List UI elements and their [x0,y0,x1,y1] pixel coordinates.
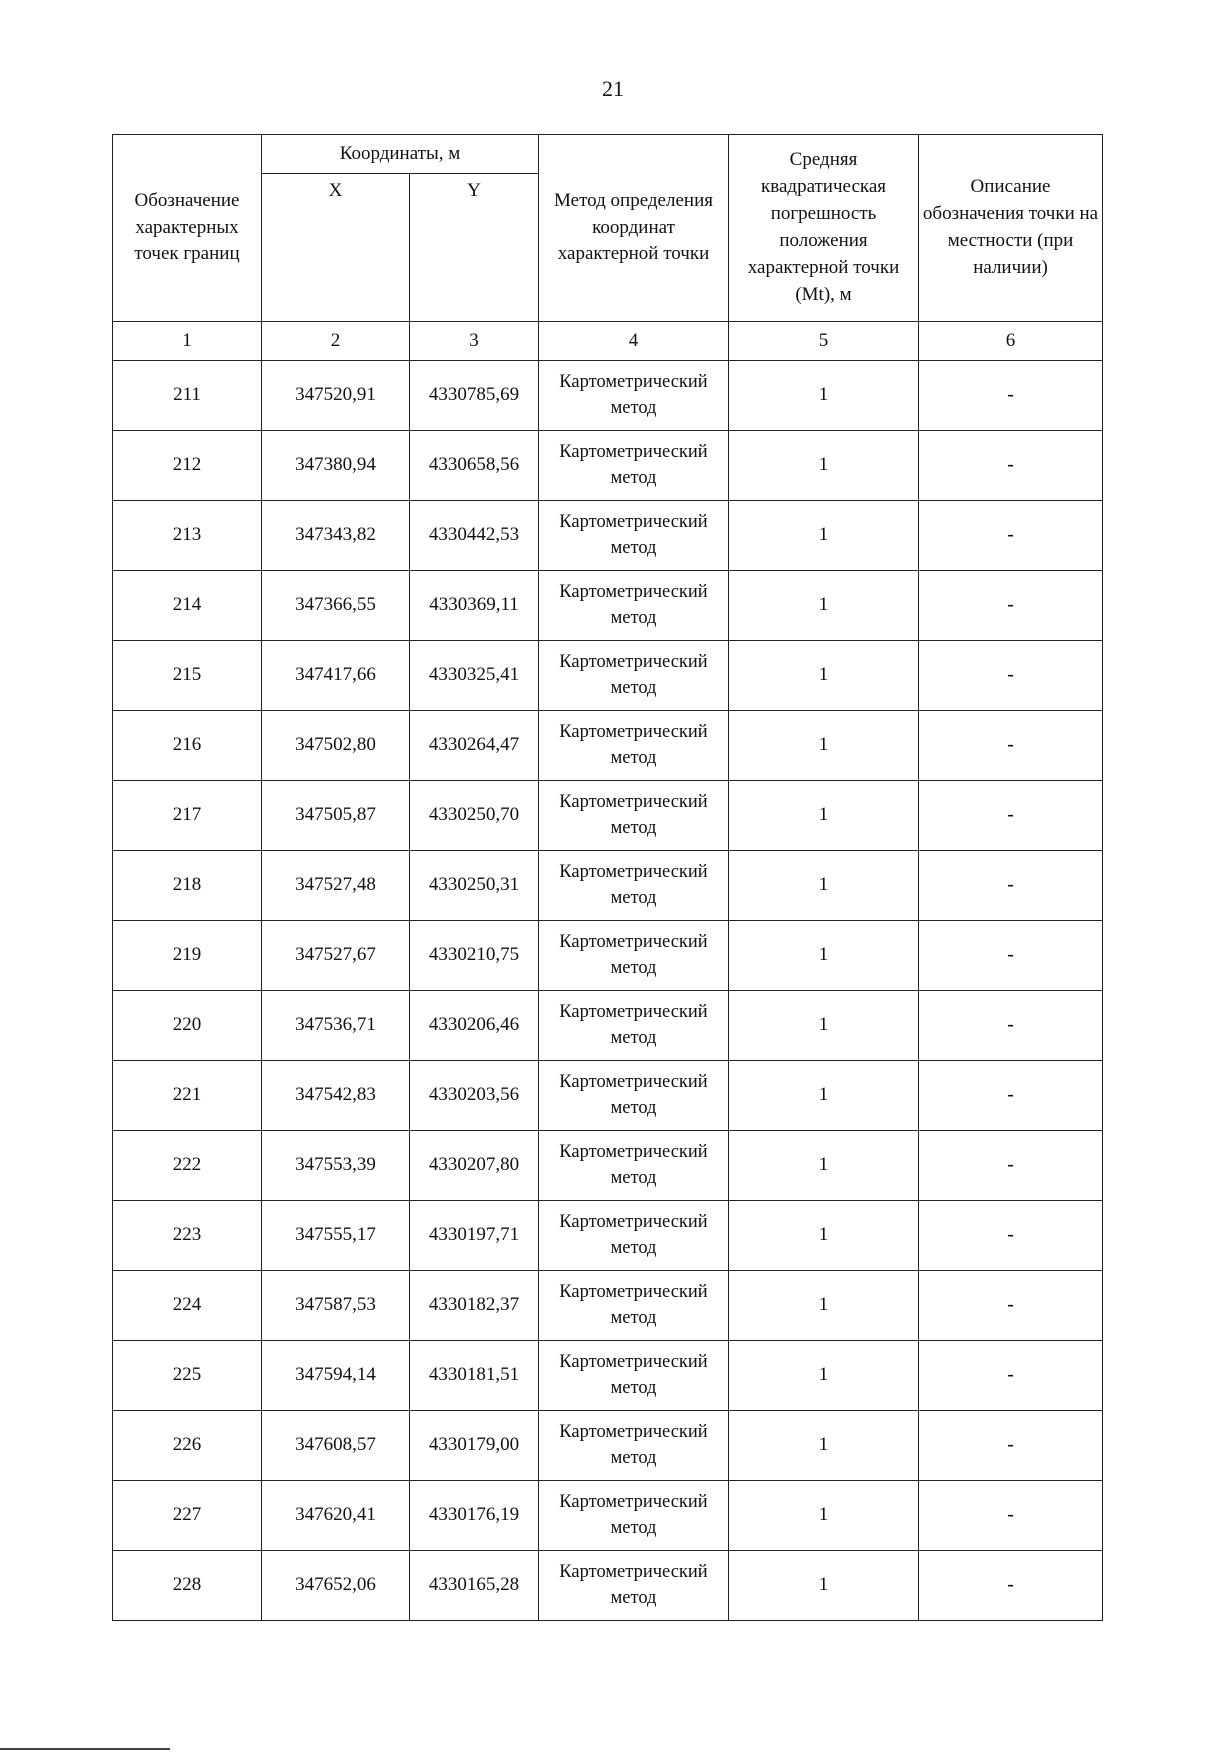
table-body [113,361,1103,1621]
point-designation: 213 [113,501,262,571]
table-row [113,571,1103,641]
point-designation: 216 [113,711,262,781]
point-designation: 211 [113,361,262,431]
mean-error: 1 [729,431,919,501]
point-description: - [919,711,1103,781]
point-description: - [919,1131,1103,1201]
coordinate-x: 347587,53 [262,1271,410,1341]
coordinate-y: 4330176,19 [410,1481,539,1551]
mean-error: 1 [729,711,919,781]
header-point-designation: Обозначение характерных точек границ [113,135,262,322]
method: Картометрический метод [539,991,729,1061]
coordinate-y: 4330325,41 [410,641,539,711]
column-number: 4 [539,322,729,361]
table-row [113,501,1103,571]
point-description: - [919,361,1103,431]
method: Картометрический метод [539,1551,729,1621]
point-description: - [919,431,1103,501]
mean-error: 1 [729,1061,919,1131]
point-description: - [919,501,1103,571]
mean-error: 1 [729,641,919,711]
point-description: - [919,1341,1103,1411]
table-row [113,1061,1103,1131]
coordinate-y: 4330369,11 [410,571,539,641]
column-number: 6 [919,322,1103,361]
point-description: - [919,1411,1103,1481]
boundary-points-table [112,134,1103,1621]
table-row [113,921,1103,991]
mean-error: 1 [729,781,919,851]
point-description: - [919,641,1103,711]
column-number: 5 [729,322,919,361]
method: Картометрический метод [539,641,729,711]
column-numbers-row [113,322,1103,361]
coordinate-y: 4330210,75 [410,921,539,991]
table-row [113,851,1103,921]
point-designation: 221 [113,1061,262,1131]
coordinate-y: 4330250,70 [410,781,539,851]
coordinate-y: 4330785,69 [410,361,539,431]
mean-error: 1 [729,1551,919,1621]
point-designation: 222 [113,1131,262,1201]
mean-error: 1 [729,1271,919,1341]
coordinate-y: 4330181,51 [410,1341,539,1411]
coordinate-x: 347542,83 [262,1061,410,1131]
coordinate-x: 347502,80 [262,711,410,781]
table-row [113,781,1103,851]
point-description: - [919,851,1103,921]
method: Картометрический метод [539,1201,729,1271]
mean-error: 1 [729,361,919,431]
point-description: - [919,921,1103,991]
mean-error: 1 [729,851,919,921]
scan-edge-mark [0,1748,170,1750]
coordinate-x: 347417,66 [262,641,410,711]
method: Картометрический метод [539,1341,729,1411]
method: Картометрический метод [539,921,729,991]
coordinate-y: 4330250,31 [410,851,539,921]
mean-error: 1 [729,1411,919,1481]
mean-error: 1 [729,1201,919,1271]
point-designation: 225 [113,1341,262,1411]
coordinate-x: 347343,82 [262,501,410,571]
point-designation: 223 [113,1201,262,1271]
coordinate-x: 347594,14 [262,1341,410,1411]
coordinate-y: 4330264,47 [410,711,539,781]
point-description: - [919,781,1103,851]
coordinate-y: 4330442,53 [410,501,539,571]
coordinate-y: 4330658,56 [410,431,539,501]
point-designation: 219 [113,921,262,991]
coordinate-y: 4330206,46 [410,991,539,1061]
table-row [113,361,1103,431]
point-designation: 215 [113,641,262,711]
point-designation: 218 [113,851,262,921]
header-coordinates: Координаты, м [262,135,539,174]
point-designation: 226 [113,1411,262,1481]
method: Картометрический метод [539,1061,729,1131]
point-designation: 227 [113,1481,262,1551]
method: Картометрический метод [539,361,729,431]
coordinate-x: 347505,87 [262,781,410,851]
point-description: - [919,1061,1103,1131]
method: Картометрический метод [539,711,729,781]
point-designation: 228 [113,1551,262,1621]
coordinate-y: 4330165,28 [410,1551,539,1621]
boundary-points-table-wrapper [112,134,1102,1621]
coordinate-y: 4330207,80 [410,1131,539,1201]
table-row [113,1201,1103,1271]
coordinate-y: 4330203,56 [410,1061,539,1131]
header-y: Y [410,174,539,322]
mean-error: 1 [729,1131,919,1201]
method: Картометрический метод [539,1131,729,1201]
method: Картометрический метод [539,1411,729,1481]
page-number: 21 [602,76,624,101]
point-designation: 214 [113,571,262,641]
table-row [113,641,1103,711]
mean-error: 1 [729,1481,919,1551]
coordinate-x: 347555,17 [262,1201,410,1271]
coordinate-x: 347620,41 [262,1481,410,1551]
table-row [113,1271,1103,1341]
mean-error: 1 [729,921,919,991]
method: Картометрический метод [539,501,729,571]
point-description: - [919,1551,1103,1621]
table-row [113,1131,1103,1201]
method: Картометрический метод [539,781,729,851]
point-description: - [919,991,1103,1061]
mean-error: 1 [729,501,919,571]
header-method: Метод определения координат характерной точки [539,135,729,322]
column-number: 3 [410,322,539,361]
coordinate-y: 4330197,71 [410,1201,539,1271]
coordinate-x: 347366,55 [262,571,410,641]
point-designation: 220 [113,991,262,1061]
table-row [113,1341,1103,1411]
coordinate-x: 347536,71 [262,991,410,1061]
mean-error: 1 [729,991,919,1061]
table-row [113,991,1103,1061]
column-number: 1 [113,322,262,361]
coordinate-x: 347608,57 [262,1411,410,1481]
method: Картометрический метод [539,431,729,501]
coordinate-y: 4330182,37 [410,1271,539,1341]
table-row [113,711,1103,781]
method: Картометрический метод [539,1271,729,1341]
point-designation: 217 [113,781,262,851]
point-description: - [919,1271,1103,1341]
coordinate-x: 347520,91 [262,361,410,431]
method: Картометрический метод [539,851,729,921]
table-row [113,431,1103,501]
coordinate-y: 4330179,00 [410,1411,539,1481]
table-row [113,1551,1103,1621]
coordinate-x: 347527,67 [262,921,410,991]
coordinate-x: 347652,06 [262,1551,410,1621]
header-description: Описание обозначения точки на местности (при наличии) [919,135,1103,322]
point-designation: 212 [113,431,262,501]
table-row [113,1411,1103,1481]
point-designation: 224 [113,1271,262,1341]
header-x: X [262,174,410,322]
mean-error: 1 [729,571,919,641]
mean-error: 1 [729,1341,919,1411]
point-description: - [919,1201,1103,1271]
coordinate-x: 347527,48 [262,851,410,921]
method: Картометрический метод [539,1481,729,1551]
point-description: - [919,1481,1103,1551]
method: Картометрический метод [539,571,729,641]
header-error: Средняя квадратическая погрешность положения характерной точки (Mt), м [729,135,919,322]
column-number: 2 [262,322,410,361]
coordinate-x: 347380,94 [262,431,410,501]
point-description: - [919,571,1103,641]
table-row [113,1481,1103,1551]
coordinate-x: 347553,39 [262,1131,410,1201]
